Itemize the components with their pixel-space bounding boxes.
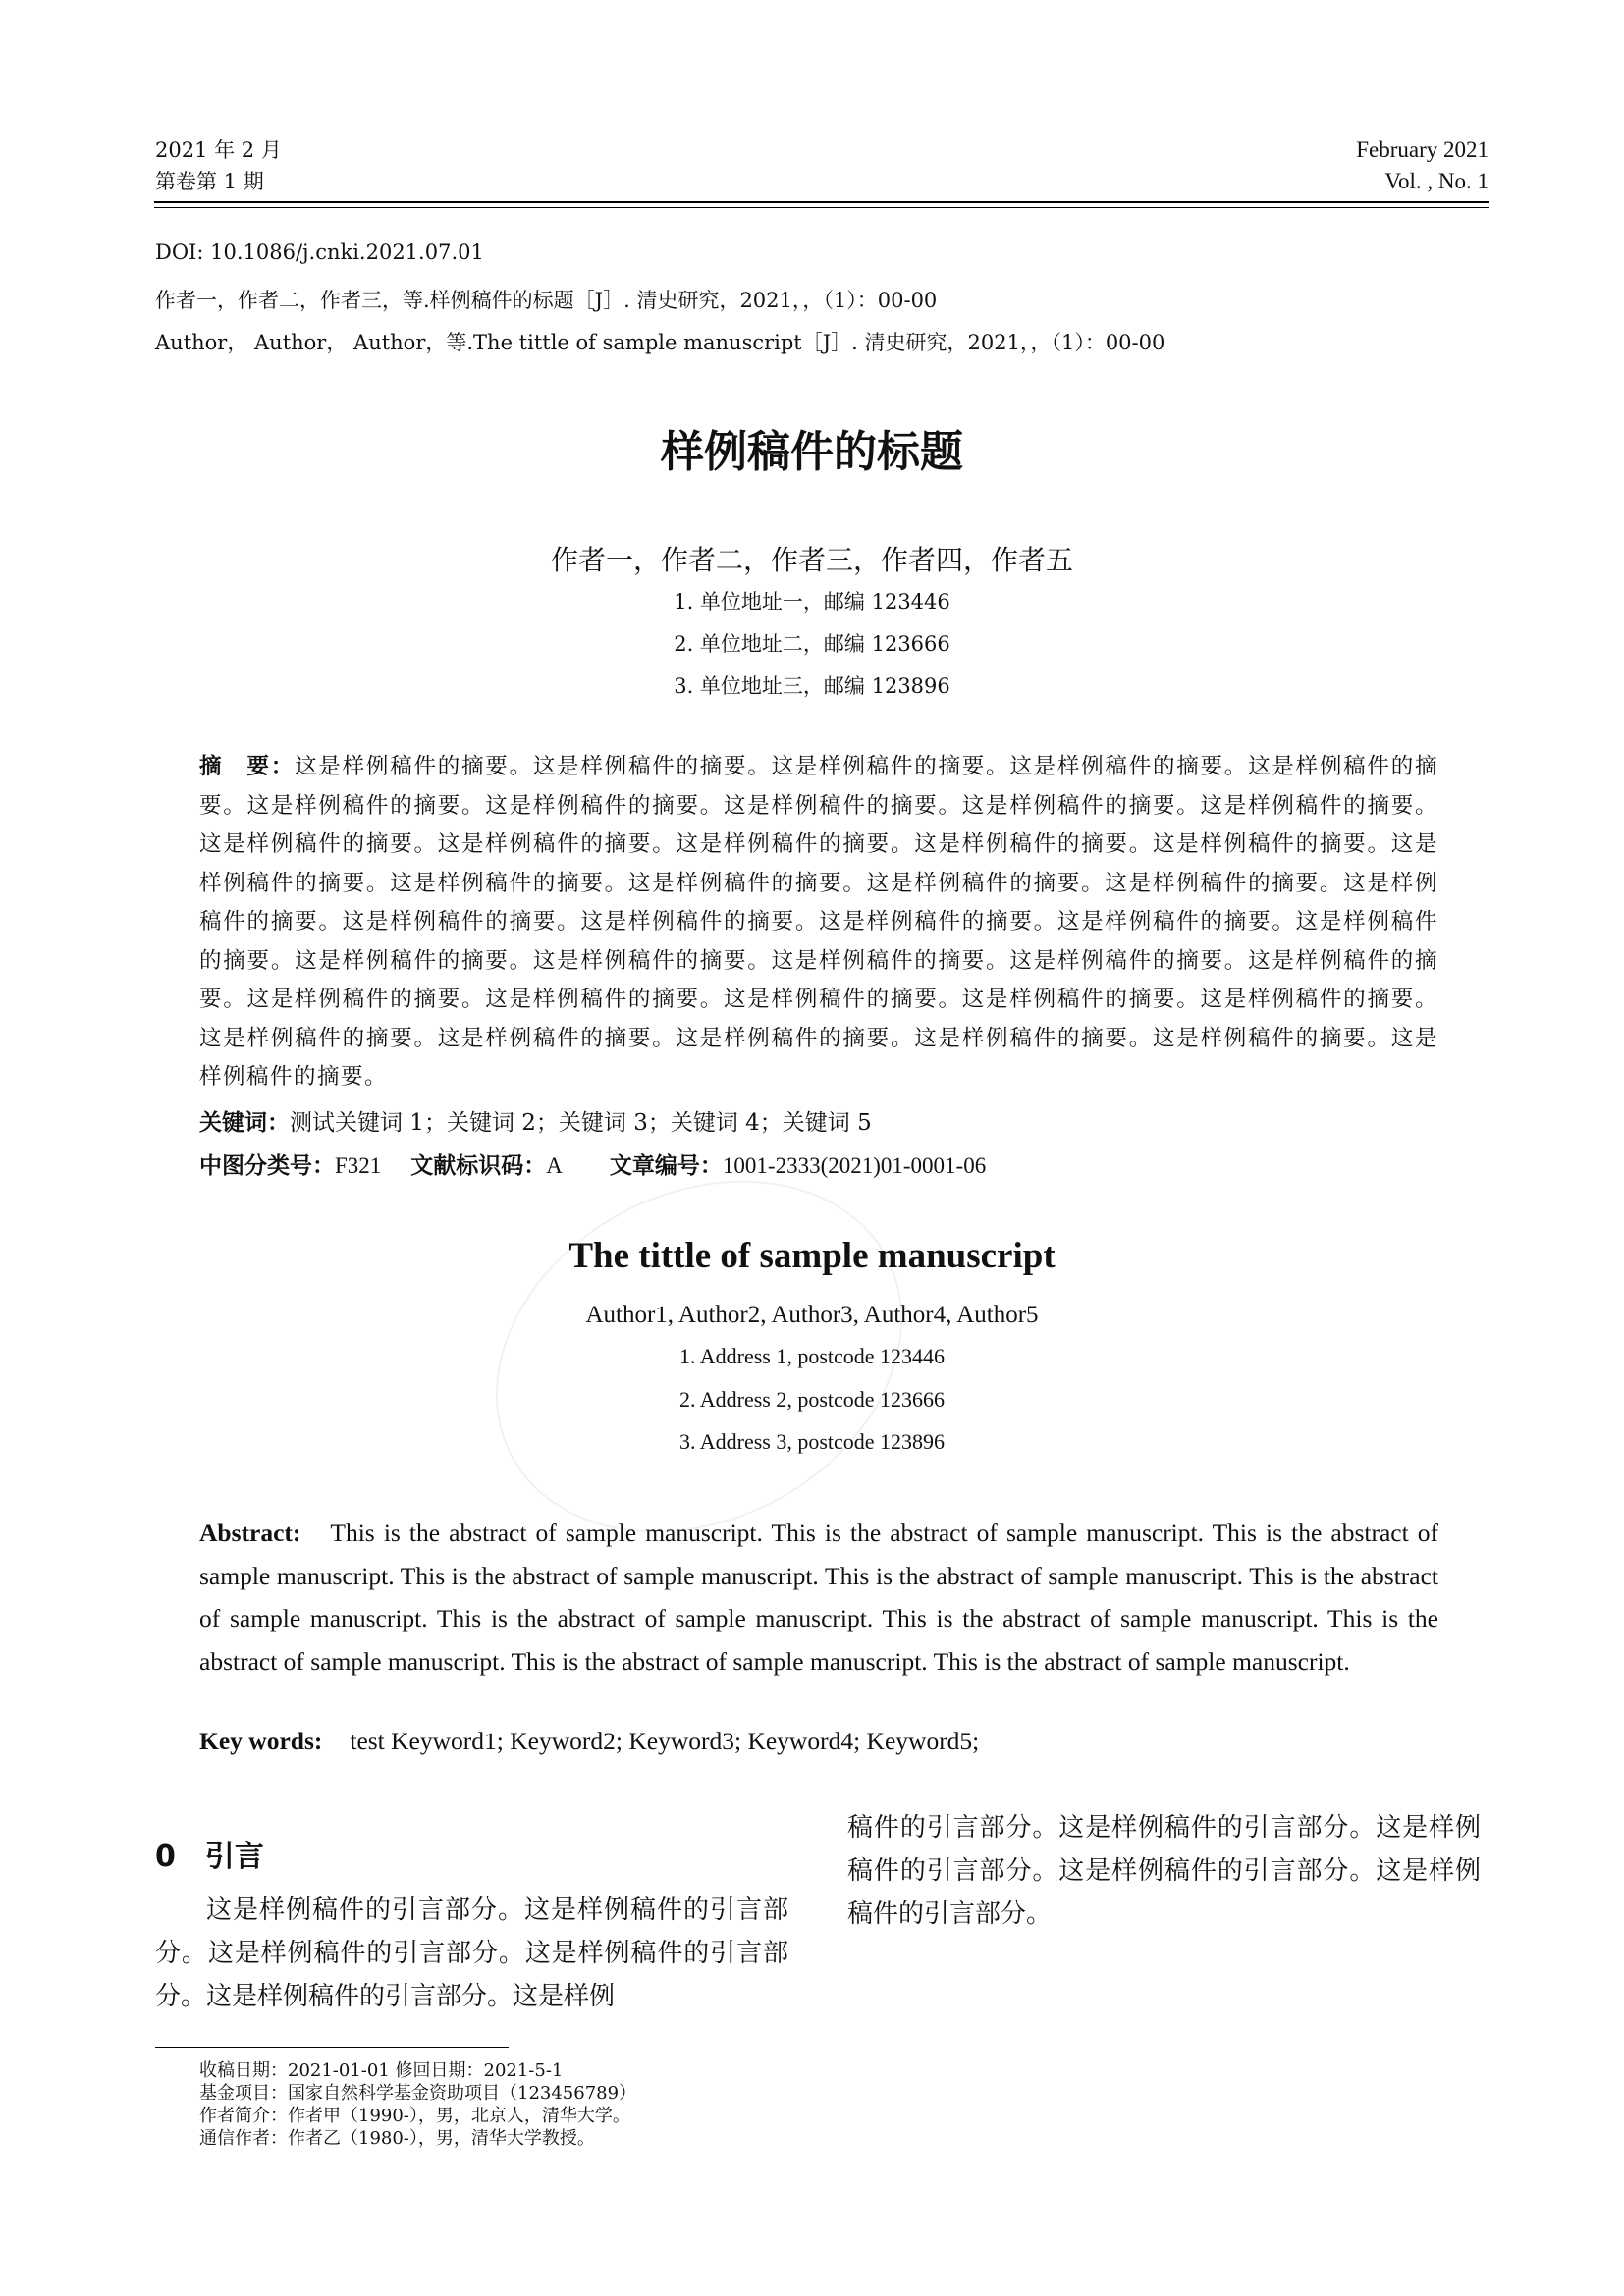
keywords-cn-label: 关键词： [199,1110,290,1136]
header-volume-en: Vol. , No. 1 [1384,169,1489,193]
abstract-en [199,1512,1438,1682]
affiliation-en-2: 2. Address 2, postcode 123666 [678,1387,946,1412]
affiliation-en-1: 1. Address 1, postcode 123446 [678,1344,946,1368]
section-title-introduction: 0 引言 [155,1840,264,1874]
doc-code-label: 文献标识码： [410,1153,547,1179]
keywords-en [199,1727,979,1756]
clc-label: 中图分类号： [199,1153,335,1179]
abstract-cn-text: 这是样例稿件的摘要。这是样例稿件的摘要。这是样例稿件的摘要。这是样例稿件的摘要。这是样例稿件的摘要。这是样例稿件的摘要。这是样例稿件的摘要。这是样例稿件的摘要。这是样例稿件的摘要。这是样例稿件的摘要。这是样例稿件的摘要。这是样例稿件的摘要。这是样例稿件的摘要。这是样例稿件的摘要。这是样例稿件的摘要。这是样例稿件的摘要。这是样例稿件的摘要。这是样例稿件的摘要。这是样例稿件的摘要。这是样例稿件的摘要。这是样例稿件的摘要。这是样例稿件的摘要。这是样例稿件的摘要。这是样例稿件的摘要。这是样例稿件的摘要。这是样例稿件的摘要。这是样例稿件的摘要。这是样例稿件的摘要。这是样例稿件的摘要。这是样例稿件的摘要。这是样例稿件的摘要。这是样例稿件的摘要。这是样例稿件的摘要。这是样例稿件的摘要。这是样例稿件的摘要。这是样例稿件的摘要。这是样例稿件的摘要。这是样例稿件的摘要。这是样例稿件的摘要。这是样例稿件的摘要。这是样例稿件的摘要。这是样例稿件的摘要。 [199,754,1438,1090]
header-rule [154,201,1489,203]
header-issue-date-en: February 2021 [1356,137,1489,162]
footnote-corresponding: 通信作者：作者乙（1980-），男，清华大学教授。 [199,2128,595,2149]
footnote-author-bio: 作者简介：作者甲（1990-），男，北京人，清华大学。 [199,2106,630,2126]
keywords-en-label: Key words: [199,1727,323,1755]
header-issue-date-cn: 2021 年 2 月 [155,138,282,162]
header-rule-thin [154,207,1489,208]
affiliation-cn-3: 3. 单位地址三，邮编 123896 [674,674,950,698]
header-left [155,134,282,197]
header-volume-cn: 第卷第 1 期 [155,170,264,193]
header-right [1356,134,1489,197]
doi-line: DOI: 10.1086/j.cnki.2021.07.01 [155,240,484,264]
keywords-cn-text: 测试关键词 1；关键词 2；关键词 3；关键词 4；关键词 5 [290,1110,872,1136]
doc-code-value: A [546,1153,563,1178]
abstract-cn [199,748,1438,1097]
classification-line [199,1148,986,1180]
keywords-cn [199,1104,872,1137]
article-no-value: 1001-2333(2021)01-0001-06 [722,1153,987,1178]
abstract-en-text: This is the abstract of sample manuscript. This is the abstract of sample manuscript. This is the abstract of sample manuscript. This is the abstract of sample manuscript. This is the abstract of sample manuscript. This is the abstract of sample manuscript. This is the abstract of sample manuscript. This is the abstract of sample manuscript. This is the abstract of sample manuscript. This is the abstract of sample manuscript. This is the abstract of sample manuscript. [199,1519,1438,1676]
authors-cn: 作者一，作者二，作者三，作者四，作者五 [550,544,1073,576]
article-no-label: 文章编号： [609,1153,723,1179]
intro-left-column: 这是样例稿件的引言部分。这是样例稿件的引言部分。这是样例稿件的引言部分。这是样例稿件的引言部分。这是样例稿件的引言部分。这是样例 [155,1896,788,2011]
paper-title-en: The tittle of sample manuscript [568,1236,1056,1276]
footnote-funding: 基金项目：国家自然科学基金资助项目（123456789） [199,2083,637,2104]
authors-en: Author1, Author2, Author3, Author4, Author5 [585,1302,1039,1328]
clc-value: F321 [335,1153,382,1178]
abstract-cn-label: 摘 要： [199,754,296,779]
abstract-en-label: Abstract: [199,1519,301,1547]
keywords-en-text: test Keyword1; Keyword2; Keyword3; Keyword4; Keyword5; [350,1727,980,1755]
citation-en: Author， Author， Author，等.The tittle of sample manuscript［J］. 清史研究，2021，，（1）：00-00 [155,331,1165,354]
paper-title-cn: 样例稿件的标题 [661,427,963,477]
affiliation-en-3: 3. Address 3, postcode 123896 [678,1429,946,1454]
footnote-rule [155,2047,509,2048]
affiliation-cn-2: 2. 单位地址二，邮编 123666 [674,632,950,656]
citation-cn: 作者一，作者二，作者三，等.样例稿件的标题［J］. 清史研究，2021，，（1）：00-00 [155,289,938,312]
intro-right-column: 稿件的引言部分。这是样例稿件的引言部分。这是样例稿件的引言部分。这是样例稿件的引言部分。这是样例稿件的引言部分。 [847,1813,1481,1929]
footnote-received: 收稿日期：2021-01-01 修回日期：2021-5-1 [199,2060,564,2081]
affiliation-cn-1: 1. 单位地址一，邮编 123446 [674,590,950,614]
